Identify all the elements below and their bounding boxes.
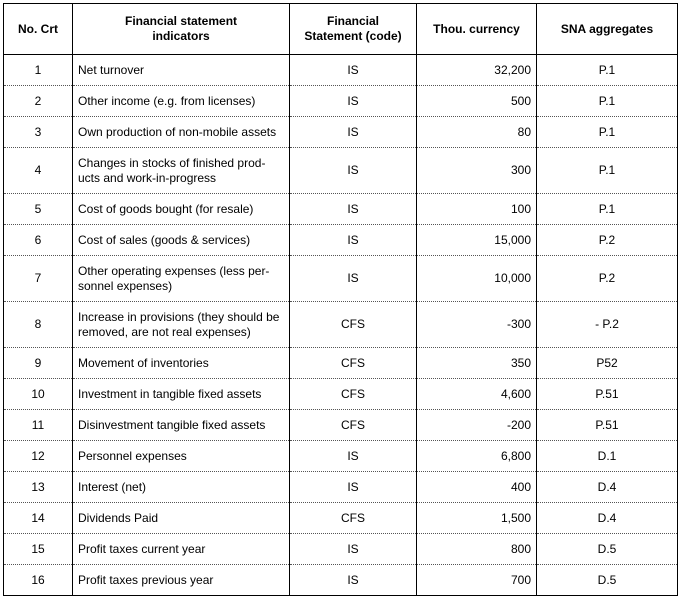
row-sna-aggregate: D.4 bbox=[537, 503, 678, 534]
row-sna-aggregate: P.1 bbox=[537, 194, 678, 225]
table-row bbox=[4, 55, 678, 86]
row-indicator: Other operating expenses (less per-sonnel expenses) bbox=[73, 256, 290, 302]
row-amount: 15,000 bbox=[417, 225, 537, 256]
row-sna-aggregate: D.5 bbox=[537, 534, 678, 565]
row-indicator: Changes in stocks of finished prod-ucts and work-in-progress bbox=[73, 148, 290, 194]
row-amount: 32,200 bbox=[417, 55, 537, 86]
row-statement-code: CFS bbox=[290, 302, 417, 348]
table-row bbox=[4, 441, 678, 472]
table-row bbox=[4, 117, 678, 148]
row-amount: 6,800 bbox=[417, 441, 537, 472]
row-number: 8 bbox=[4, 302, 73, 348]
table-row bbox=[4, 503, 678, 534]
row-indicator: Increase in provisions (they should be removed, are not real expenses) bbox=[73, 302, 290, 348]
row-number: 14 bbox=[4, 503, 73, 534]
row-amount: -300 bbox=[417, 302, 537, 348]
row-amount: 500 bbox=[417, 86, 537, 117]
table-row bbox=[4, 472, 678, 503]
row-number: 1 bbox=[4, 55, 73, 86]
table-row bbox=[4, 256, 678, 302]
row-number: 6 bbox=[4, 225, 73, 256]
row-amount: 80 bbox=[417, 117, 537, 148]
row-amount: 4,600 bbox=[417, 379, 537, 410]
row-sna-aggregate: P.51 bbox=[537, 379, 678, 410]
row-sna-aggregate: - P.2 bbox=[537, 302, 678, 348]
table-row bbox=[4, 194, 678, 225]
row-sna-aggregate: D.1 bbox=[537, 441, 678, 472]
table-row bbox=[4, 348, 678, 379]
table-row bbox=[4, 86, 678, 117]
row-number: 15 bbox=[4, 534, 73, 565]
row-statement-code: IS bbox=[290, 225, 417, 256]
row-statement-code: IS bbox=[290, 55, 417, 86]
table-header-row bbox=[4, 4, 678, 55]
table-row bbox=[4, 379, 678, 410]
row-number: 3 bbox=[4, 117, 73, 148]
row-amount: 700 bbox=[417, 565, 537, 596]
row-indicator: Cost of sales (goods & services) bbox=[73, 225, 290, 256]
table-row bbox=[4, 148, 678, 194]
row-sna-aggregate: P.1 bbox=[537, 117, 678, 148]
row-statement-code: IS bbox=[290, 148, 417, 194]
row-sna-aggregate: D.5 bbox=[537, 565, 678, 596]
row-statement-code: CFS bbox=[290, 379, 417, 410]
row-statement-code: IS bbox=[290, 256, 417, 302]
row-indicator: Movement of inventories bbox=[73, 348, 290, 379]
row-sna-aggregate: P52 bbox=[537, 348, 678, 379]
row-indicator: Investment in tangible fixed assets bbox=[73, 379, 290, 410]
row-indicator: Net turnover bbox=[73, 55, 290, 86]
row-number: 5 bbox=[4, 194, 73, 225]
header-sna: SNA aggregates bbox=[537, 4, 678, 55]
row-sna-aggregate: P.2 bbox=[537, 225, 678, 256]
row-sna-aggregate: P.1 bbox=[537, 148, 678, 194]
row-amount: 100 bbox=[417, 194, 537, 225]
row-number: 10 bbox=[4, 379, 73, 410]
row-statement-code: IS bbox=[290, 86, 417, 117]
row-number: 11 bbox=[4, 410, 73, 441]
row-indicator: Interest (net) bbox=[73, 472, 290, 503]
row-indicator: Other income (e.g. from licenses) bbox=[73, 86, 290, 117]
table-row bbox=[4, 534, 678, 565]
row-indicator: Disinvestment tangible fixed assets bbox=[73, 410, 290, 441]
row-amount: 1,500 bbox=[417, 503, 537, 534]
row-amount: -200 bbox=[417, 410, 537, 441]
header-no: No. Crt bbox=[4, 4, 73, 55]
row-statement-code: CFS bbox=[290, 348, 417, 379]
row-amount: 350 bbox=[417, 348, 537, 379]
row-indicator: Own production of non-mobile assets bbox=[73, 117, 290, 148]
row-statement-code: IS bbox=[290, 117, 417, 148]
row-number: 4 bbox=[4, 148, 73, 194]
row-number: 12 bbox=[4, 441, 73, 472]
header-indicators: Financial statement indicators bbox=[73, 4, 290, 55]
row-indicator: Dividends Paid bbox=[73, 503, 290, 534]
row-sna-aggregate: P.51 bbox=[537, 410, 678, 441]
row-sna-aggregate: P.1 bbox=[537, 86, 678, 117]
row-number: 16 bbox=[4, 565, 73, 596]
row-statement-code: IS bbox=[290, 441, 417, 472]
row-indicator: Cost of goods bought (for resale) bbox=[73, 194, 290, 225]
row-amount: 300 bbox=[417, 148, 537, 194]
table-row bbox=[4, 225, 678, 256]
row-indicator: Personnel expenses bbox=[73, 441, 290, 472]
row-sna-aggregate: D.4 bbox=[537, 472, 678, 503]
row-statement-code: IS bbox=[290, 194, 417, 225]
row-indicator: Profit taxes current year bbox=[73, 534, 290, 565]
header-amount: Thou. currency bbox=[417, 4, 537, 55]
row-statement-code: IS bbox=[290, 534, 417, 565]
row-amount: 10,000 bbox=[417, 256, 537, 302]
table-row bbox=[4, 410, 678, 441]
table-row bbox=[4, 302, 678, 348]
row-sna-aggregate: P.1 bbox=[537, 55, 678, 86]
row-number: 9 bbox=[4, 348, 73, 379]
row-indicator: Profit taxes previous year bbox=[73, 565, 290, 596]
row-statement-code: IS bbox=[290, 565, 417, 596]
header-statement: Financial Statement (code) bbox=[290, 4, 417, 55]
row-amount: 800 bbox=[417, 534, 537, 565]
row-number: 2 bbox=[4, 86, 73, 117]
financial-indicators-table bbox=[3, 3, 678, 596]
row-amount: 400 bbox=[417, 472, 537, 503]
row-number: 7 bbox=[4, 256, 73, 302]
row-sna-aggregate: P.2 bbox=[537, 256, 678, 302]
row-statement-code: CFS bbox=[290, 503, 417, 534]
table-row bbox=[4, 565, 678, 596]
row-statement-code: IS bbox=[290, 472, 417, 503]
row-statement-code: CFS bbox=[290, 410, 417, 441]
row-number: 13 bbox=[4, 472, 73, 503]
